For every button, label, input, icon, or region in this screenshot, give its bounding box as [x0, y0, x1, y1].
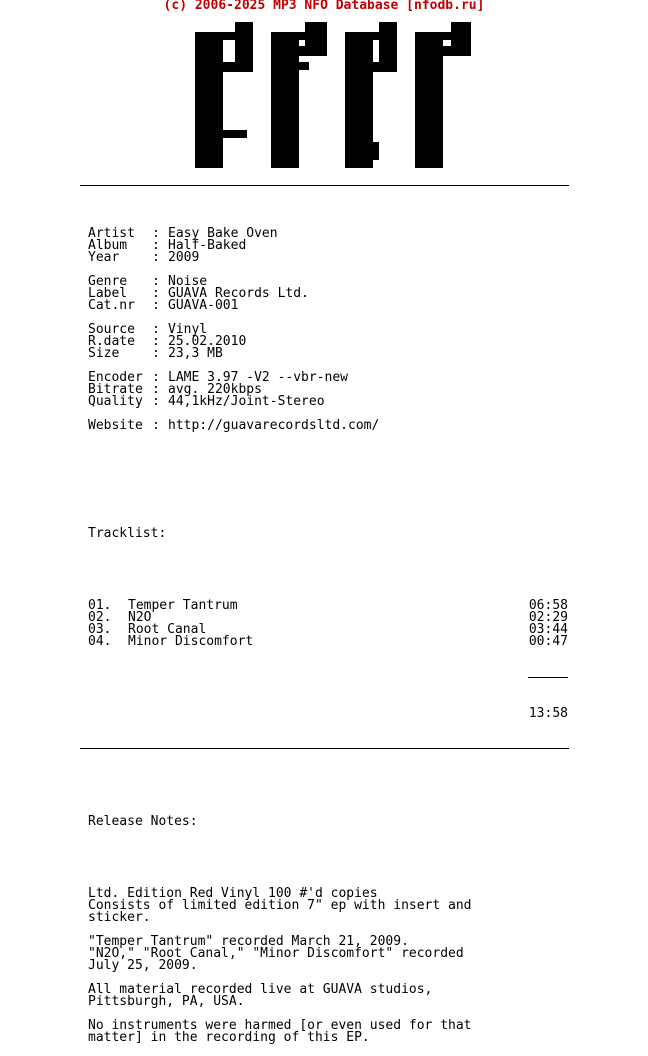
bottom-divider — [80, 748, 569, 749]
info-value: Noise — [168, 274, 208, 289]
info-row-size — [88, 348, 568, 360]
info-value: Half-Baked — [168, 238, 247, 253]
info-key: Label — [88, 286, 128, 301]
info-key: Source — [88, 322, 135, 337]
info-separator: : — [152, 394, 160, 409]
ascii-art-logo — [195, 22, 475, 172]
info-separator: : — [152, 298, 160, 313]
note-line: matter] in the recording of this EP. — [88, 1030, 370, 1045]
track-title: Root Canal — [128, 622, 207, 637]
info-value: Vinyl — [168, 322, 208, 337]
total-divider — [528, 677, 568, 678]
info-separator: : — [152, 286, 160, 301]
info-key: Encoder — [88, 370, 143, 385]
track-duration: 03:44 — [528, 622, 568, 637]
info-key: Bitrate — [88, 382, 143, 397]
info-value: 2009 — [168, 250, 200, 265]
info-separator: : — [152, 274, 160, 289]
tracklist — [88, 600, 568, 648]
info-row-artist — [88, 228, 568, 240]
info-row-source — [88, 324, 568, 336]
info-value: GUAVA Records Ltd. — [168, 286, 309, 301]
info-key: Website — [88, 418, 143, 433]
info-row-year — [88, 252, 568, 264]
info-value: 23,3 MB — [168, 346, 223, 361]
info-key: R.date — [88, 334, 135, 349]
track-row — [88, 636, 568, 648]
track-title: N2O — [128, 610, 152, 625]
info-value: avg. 220kbps — [168, 382, 262, 397]
note-line: "N2O," "Root Canal," "Minor Discomfort" recorded — [88, 946, 464, 961]
info-key: Size — [88, 346, 120, 361]
nfo-credit-header: (c) 2006-2025 MP3 NFO Database [nfodb.ru] — [163, 0, 485, 13]
info-row-website — [88, 420, 568, 432]
info-separator: : — [152, 322, 160, 337]
info-key: Genre — [88, 274, 128, 289]
total-row — [88, 708, 568, 720]
note-line: Pittsburgh, PA, USA. — [88, 994, 245, 1009]
info-value: Easy Bake Oven — [168, 226, 278, 241]
info-key: Artist — [88, 226, 135, 241]
info-separator: : — [152, 346, 160, 361]
note-line: No instruments were harmed [or even used for that — [88, 1018, 472, 1033]
info-key: Year — [88, 250, 120, 265]
track-duration: 00:47 — [528, 634, 568, 649]
note-line: Consists of limited edition 7" ep with insert and — [88, 898, 472, 913]
info-separator: : — [152, 382, 160, 397]
info-row-quality — [88, 396, 568, 408]
info-row-rdate — [88, 336, 568, 348]
note-line: sticker. — [88, 910, 151, 925]
note-line: July 25, 2009. — [88, 958, 198, 973]
release-notes — [88, 888, 568, 1044]
release-info — [88, 228, 568, 432]
track-duration: 02:29 — [528, 610, 568, 625]
top-divider — [80, 185, 569, 186]
note-line: "Temper Tantrum" recorded March 21, 2009. — [88, 934, 409, 949]
info-value: 25.02.2010 — [168, 334, 247, 349]
info-separator: : — [152, 250, 160, 265]
note-line: All material recorded live at GUAVA studios, — [88, 982, 433, 997]
info-row-encoder — [88, 372, 568, 384]
track-number: 03. — [88, 622, 112, 637]
track-duration: 06:58 — [528, 598, 568, 613]
info-row-label — [88, 288, 568, 300]
info-row-album — [88, 240, 568, 252]
info-separator: : — [152, 334, 160, 349]
info-key: Album — [88, 238, 128, 253]
info-value: 44,1kHz/Joint-Stereo — [168, 394, 325, 409]
track-number: 01. — [88, 598, 112, 613]
track-number: 02. — [88, 610, 112, 625]
nfo-body — [88, 204, 568, 1056]
tracklist-heading: Tracklist: — [88, 526, 167, 541]
release-notes-heading: Release Notes: — [88, 814, 198, 829]
info-key: Cat.nr — [88, 298, 135, 313]
info-separator: : — [152, 238, 160, 253]
info-row-bitrate — [88, 384, 568, 396]
info-row-catnr — [88, 300, 568, 312]
info-value: LAME 3.97 -V2 --vbr-new — [168, 370, 349, 385]
info-row-genre — [88, 276, 568, 288]
total-duration: 13:58 — [528, 706, 568, 721]
track-title: Minor Discomfort — [128, 634, 254, 649]
track-number: 04. — [88, 634, 112, 649]
note-line: Ltd. Edition Red Vinyl 100 #'d copies — [88, 886, 378, 901]
info-value: GUAVA-001 — [168, 298, 239, 313]
info-separator: : — [152, 226, 160, 241]
track-row — [88, 600, 568, 612]
info-separator: : — [152, 418, 160, 433]
track-title: Temper Tantrum — [128, 598, 238, 613]
info-separator: : — [152, 370, 160, 385]
info-key: Quality — [88, 394, 143, 409]
website-url: http://guavarecordsltd.com/ — [168, 418, 380, 433]
